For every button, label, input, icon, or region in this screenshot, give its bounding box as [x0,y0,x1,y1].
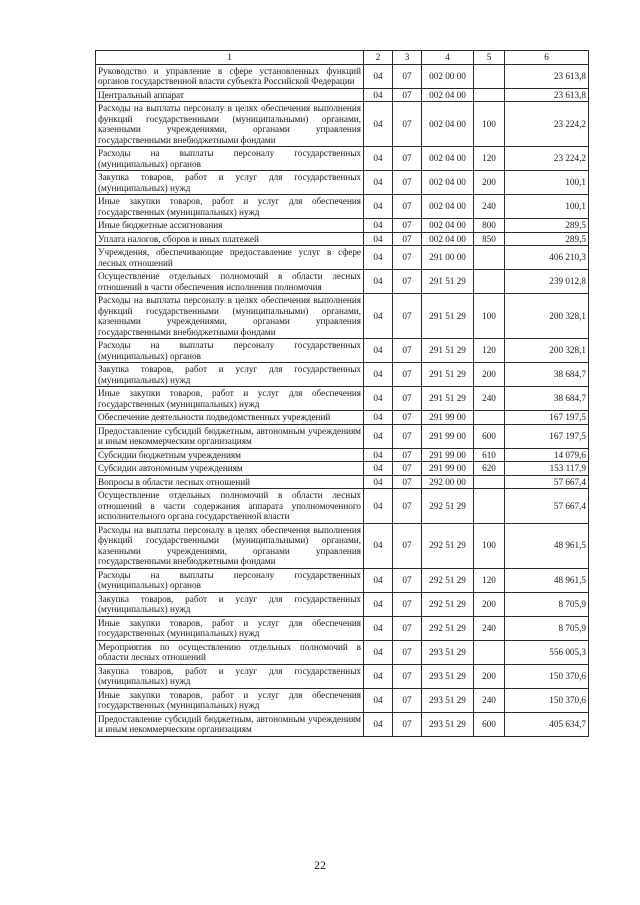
page-number: 22 [314,858,326,872]
section-code-cell: 04 [364,246,393,270]
expense-type-code-cell [474,411,505,425]
row-name-cell: Закупка товаров, работ и услуг для государственных (муниципальных) нужд [96,664,364,688]
subsection-code-cell: 07 [393,592,422,616]
target-item-code-cell: 293 51 29 [422,712,474,736]
row-name-cell: Иные закупки товаров, работ и услуг для обеспечения государственных (муниципальных) нужд [96,387,364,411]
row-name-cell: Предоставление субсидий бюджетным, автономным учреждениям и иным некоммерческим организациям [96,712,364,736]
row-name-cell: Центральный аппарат [96,88,364,102]
amount-cell: 200 328,1 [505,339,589,363]
subsection-code-cell: 07 [393,219,422,233]
expense-type-code-cell: 120 [474,339,505,363]
section-code-cell: 04 [364,232,393,246]
table-header-row [96,51,589,65]
amount-cell: 23 613,8 [505,88,589,102]
amount-cell: 150 370,6 [505,688,589,712]
expense-type-code-cell: 200 [474,592,505,616]
subsection-code-cell: 07 [393,523,422,568]
row-name-cell: Руководство и управление в сфере установленных функций органов государственной власти субъекта Российской Федерации [96,64,364,88]
row-name-cell: Расходы на выплаты персоналу государственных (муниципальных) органов [96,568,364,592]
section-code-cell: 04 [364,640,393,664]
row-name-cell: Иные закупки товаров, работ и услуг для обеспечения государственных (муниципальных) нужд [96,688,364,712]
amount-cell: 38 684,7 [505,387,589,411]
table-row [96,246,589,270]
section-code-cell: 04 [364,102,393,147]
amount-cell: 38 684,7 [505,363,589,387]
target-item-code-cell: 292 51 29 [422,616,474,640]
expense-type-code-cell [474,64,505,88]
table-row [96,592,589,616]
table-row [96,568,589,592]
section-code-cell: 04 [364,171,393,195]
row-name-cell: Расходы на выплаты персоналу в целях обеспечения выполнения функций государственными (муниципальными) органами, казенными учреждениями, органами управления государственными внебюджетными фондами [96,523,364,568]
column-header-2: 2 [364,51,393,65]
row-name-cell: Мероприятия по осуществлению отдельных полномочий в области лесных отношений [96,640,364,664]
target-item-code-cell: 292 51 29 [422,568,474,592]
target-item-code-cell: 291 51 29 [422,270,474,294]
section-code-cell: 04 [364,219,393,233]
table-row [96,232,589,246]
amount-cell: 405 634,7 [505,712,589,736]
section-code-cell: 04 [364,88,393,102]
section-code-cell: 04 [364,523,393,568]
expense-type-code-cell: 600 [474,424,505,448]
expense-type-code-cell: 120 [474,147,505,171]
amount-cell: 153 117,9 [505,462,589,476]
section-code-cell: 04 [364,294,393,339]
expense-type-code-cell [474,88,505,102]
row-name-cell: Расходы на выплаты персоналу в целях обеспечения выполнения функций государственными (муниципальными) органами, казенными учреждениями, органами управления государственными внебюджетными фондами [96,102,364,147]
row-name-cell: Субсидии автономным учреждениям [96,462,364,476]
budget-table [95,50,589,737]
table-row [96,688,589,712]
expense-type-code-cell: 610 [474,448,505,462]
subsection-code-cell: 07 [393,339,422,363]
section-code-cell: 04 [364,664,393,688]
target-item-code-cell: 291 51 29 [422,363,474,387]
amount-cell: 23 224,2 [505,147,589,171]
section-code-cell: 04 [364,411,393,425]
table-row [96,424,589,448]
expense-type-code-cell: 200 [474,171,505,195]
target-item-code-cell: 002 00 00 [422,64,474,88]
target-item-code-cell: 292 51 29 [422,592,474,616]
subsection-code-cell: 07 [393,411,422,425]
expense-type-code-cell: 100 [474,523,505,568]
table-row [96,462,589,476]
amount-cell: 57 667,4 [505,475,589,489]
amount-cell: 239 012,8 [505,270,589,294]
subsection-code-cell: 07 [393,294,422,339]
amount-cell: 14 079,6 [505,448,589,462]
target-item-code-cell: 291 51 29 [422,387,474,411]
expense-type-code-cell [474,246,505,270]
section-code-cell: 04 [364,592,393,616]
section-code-cell: 04 [364,147,393,171]
row-name-cell: Осуществление отдельных полномочий в области лесных отношений в части содержания аппарата уполномоченного исполнительного органа государственной власти [96,489,364,524]
table-row [96,489,589,524]
table-row [96,294,589,339]
table-row [96,523,589,568]
target-item-code-cell: 291 99 00 [422,424,474,448]
table-row [96,88,589,102]
table-body [96,64,589,736]
subsection-code-cell: 07 [393,387,422,411]
target-item-code-cell: 002 04 00 [422,88,474,102]
row-name-cell: Закупка товаров, работ и услуг для государственных (муниципальных) нужд [96,592,364,616]
section-code-cell: 04 [364,475,393,489]
expense-type-code-cell: 850 [474,232,505,246]
target-item-code-cell: 292 51 29 [422,523,474,568]
subsection-code-cell: 07 [393,147,422,171]
target-item-code-cell: 291 99 00 [422,462,474,476]
expense-type-code-cell: 200 [474,664,505,688]
subsection-code-cell: 07 [393,448,422,462]
target-item-code-cell: 002 04 00 [422,102,474,147]
row-name-cell: Уплата налогов, сборов и иных платежей [96,232,364,246]
table-row [96,171,589,195]
expense-type-code-cell: 240 [474,387,505,411]
table-row [96,640,589,664]
subsection-code-cell: 07 [393,489,422,524]
table-row [96,339,589,363]
amount-cell: 57 667,4 [505,489,589,524]
target-item-code-cell: 291 51 29 [422,339,474,363]
table-row [96,363,589,387]
amount-cell: 289,5 [505,219,589,233]
amount-cell: 150 370,6 [505,664,589,688]
row-name-cell: Иные бюджетные ассигнования [96,219,364,233]
section-code-cell: 04 [364,489,393,524]
subsection-code-cell: 07 [393,568,422,592]
target-item-code-cell: 291 51 29 [422,294,474,339]
expense-type-code-cell: 100 [474,294,505,339]
row-name-cell: Обеспечение деятельности подведомственных учреждений [96,411,364,425]
amount-cell: 167 197,5 [505,411,589,425]
amount-cell: 200 328,1 [505,294,589,339]
target-item-code-cell: 291 99 00 [422,411,474,425]
expense-type-code-cell: 240 [474,688,505,712]
subsection-code-cell: 07 [393,102,422,147]
expense-type-code-cell [474,475,505,489]
amount-cell: 167 197,5 [505,424,589,448]
table-row [96,448,589,462]
subsection-code-cell: 07 [393,664,422,688]
row-name-cell: Иные закупки товаров, работ и услуг для обеспечения государственных (муниципальных) нужд [96,195,364,219]
subsection-code-cell: 07 [393,363,422,387]
amount-cell: 48 961,5 [505,523,589,568]
target-item-code-cell: 291 99 00 [422,448,474,462]
subsection-code-cell: 07 [393,640,422,664]
subsection-code-cell: 07 [393,171,422,195]
expense-type-code-cell: 120 [474,568,505,592]
section-code-cell: 04 [364,363,393,387]
target-item-code-cell: 002 04 00 [422,219,474,233]
row-name-cell: Учреждения, обеспечивающие предоставление услуг в сфере лесных отношений [96,246,364,270]
row-name-cell: Субсидии бюджетным учреждениям [96,448,364,462]
expense-type-code-cell: 240 [474,195,505,219]
row-name-cell: Иные закупки товаров, работ и услуг для обеспечения государственных (муниципальных) нужд [96,616,364,640]
subsection-code-cell: 07 [393,616,422,640]
target-item-code-cell: 293 51 29 [422,664,474,688]
section-code-cell: 04 [364,616,393,640]
column-header-6: 6 [505,51,589,65]
target-item-code-cell: 002 04 00 [422,171,474,195]
subsection-code-cell: 07 [393,195,422,219]
expense-type-code-cell [474,489,505,524]
table-row [96,195,589,219]
subsection-code-cell: 07 [393,424,422,448]
target-item-code-cell: 293 51 29 [422,688,474,712]
column-header-4: 4 [422,51,474,65]
target-item-code-cell: 292 00 00 [422,475,474,489]
row-name-cell: Закупка товаров, работ и услуг для государственных (муниципальных) нужд [96,363,364,387]
row-name-cell: Предоставление субсидий бюджетным, автономным учреждениям и иным некоммерческим организациям [96,424,364,448]
subsection-code-cell: 07 [393,270,422,294]
table-row [96,664,589,688]
amount-cell: 100,1 [505,195,589,219]
table-row [96,64,589,88]
table-row [96,475,589,489]
subsection-code-cell: 07 [393,462,422,476]
amount-cell: 23 613,8 [505,64,589,88]
expense-type-code-cell: 600 [474,712,505,736]
expense-type-code-cell: 200 [474,363,505,387]
table-row [96,387,589,411]
table-row [96,270,589,294]
section-code-cell: 04 [364,568,393,592]
section-code-cell: 04 [364,448,393,462]
section-code-cell: 04 [364,462,393,476]
expense-type-code-cell: 800 [474,219,505,233]
row-name-cell: Вопросы в области лесных отношений [96,475,364,489]
table-row [96,712,589,736]
amount-cell: 406 210,3 [505,246,589,270]
subsection-code-cell: 07 [393,688,422,712]
row-name-cell: Осуществление отдельных полномочий в области лесных отношений в части обеспечения исполнения полномочия [96,270,364,294]
amount-cell: 8 705,9 [505,592,589,616]
section-code-cell: 04 [364,688,393,712]
column-header-5: 5 [474,51,505,65]
expense-type-code-cell: 620 [474,462,505,476]
amount-cell: 289,5 [505,232,589,246]
amount-cell: 8 705,9 [505,616,589,640]
section-code-cell: 04 [364,424,393,448]
expense-type-code-cell: 240 [474,616,505,640]
target-item-code-cell: 293 51 29 [422,640,474,664]
table-row [96,147,589,171]
target-item-code-cell: 292 51 29 [422,489,474,524]
section-code-cell: 04 [364,387,393,411]
amount-cell: 23 224,2 [505,102,589,147]
table-row [96,219,589,233]
row-name-cell: Расходы на выплаты персоналу государственных (муниципальных) органов [96,147,364,171]
section-code-cell: 04 [364,339,393,363]
section-code-cell: 04 [364,64,393,88]
row-name-cell: Расходы на выплаты персоналу в целях обеспечения выполнения функций государственными (муниципальными) органами, казенными учреждениями, органами управления государственными внебюджетными фондами [96,294,364,339]
subsection-code-cell: 07 [393,232,422,246]
expense-type-code-cell [474,640,505,664]
target-item-code-cell: 002 04 00 [422,232,474,246]
row-name-cell: Расходы на выплаты персоналу государственных (муниципальных) органов [96,339,364,363]
table-row [96,102,589,147]
amount-cell: 48 961,5 [505,568,589,592]
table-row [96,616,589,640]
column-header-3: 3 [393,51,422,65]
subsection-code-cell: 07 [393,88,422,102]
row-name-cell: Закупка товаров, работ и услуг для государственных (муниципальных) нужд [96,171,364,195]
subsection-code-cell: 07 [393,475,422,489]
column-header-1: 1 [96,51,364,65]
section-code-cell: 04 [364,195,393,219]
section-code-cell: 04 [364,270,393,294]
table-row [96,411,589,425]
expense-type-code-cell: 100 [474,102,505,147]
subsection-code-cell: 07 [393,64,422,88]
target-item-code-cell: 002 04 00 [422,195,474,219]
subsection-code-cell: 07 [393,246,422,270]
amount-cell: 100,1 [505,171,589,195]
subsection-code-cell: 07 [393,712,422,736]
expense-type-code-cell [474,270,505,294]
target-item-code-cell: 002 04 00 [422,147,474,171]
target-item-code-cell: 291 00 00 [422,246,474,270]
section-code-cell: 04 [364,712,393,736]
amount-cell: 556 005,3 [505,640,589,664]
